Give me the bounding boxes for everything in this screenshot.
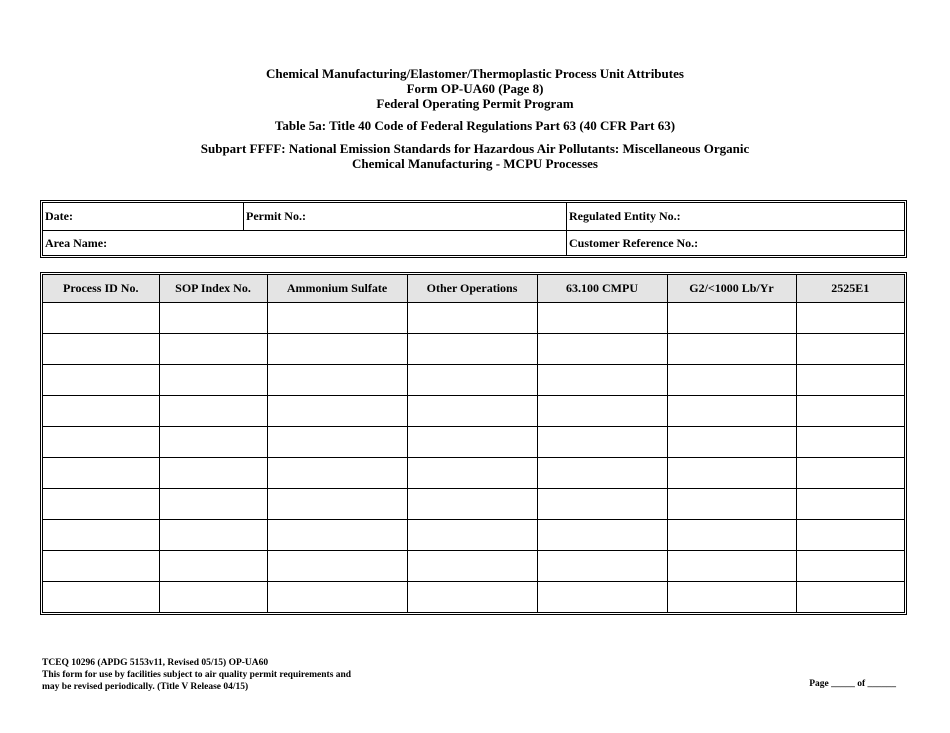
program-name: Federal Operating Permit Program xyxy=(376,96,574,111)
table-cell[interactable] xyxy=(667,458,796,489)
table-cell[interactable] xyxy=(43,582,159,613)
column-header: Process ID No. xyxy=(43,275,159,303)
table-title-block xyxy=(0,118,950,133)
table-cell[interactable] xyxy=(796,303,904,334)
table-cell[interactable] xyxy=(667,582,796,613)
table-row xyxy=(43,520,904,551)
table-cell[interactable] xyxy=(43,520,159,551)
form-number: Form OP-UA60 (Page 8) xyxy=(406,81,544,96)
table-cell[interactable] xyxy=(159,582,267,613)
column-header: 2525E1 xyxy=(796,275,904,303)
table-cell[interactable] xyxy=(407,334,537,365)
table-cell[interactable] xyxy=(796,427,904,458)
table-cell[interactable] xyxy=(159,303,267,334)
table-cell[interactable] xyxy=(43,303,159,334)
table-cell[interactable] xyxy=(267,365,407,396)
table-cell[interactable] xyxy=(667,334,796,365)
column-header: SOP Index No. xyxy=(159,275,267,303)
table-cell[interactable] xyxy=(537,334,667,365)
table-cell[interactable] xyxy=(796,489,904,520)
table-row xyxy=(43,334,904,365)
table-cell[interactable] xyxy=(159,396,267,427)
footer-notes xyxy=(42,657,351,693)
table-cell[interactable] xyxy=(537,427,667,458)
regulated-entity-field[interactable]: Regulated Entity No.: xyxy=(569,209,681,223)
subpart-line-1: Subpart FFFF: National Emission Standards for Hazardous Air Pollutants: Miscellaneous Organic xyxy=(200,141,750,156)
table-cell[interactable] xyxy=(43,551,159,582)
table-cell[interactable] xyxy=(407,365,537,396)
table-cell[interactable] xyxy=(159,520,267,551)
column-header: 63.100 CMPU xyxy=(537,275,667,303)
table-cell[interactable] xyxy=(267,520,407,551)
table-row xyxy=(43,303,904,334)
page-number: Page _____ of ______ xyxy=(809,679,896,689)
table-cell[interactable] xyxy=(537,396,667,427)
form-header xyxy=(0,66,950,111)
table-cell[interactable] xyxy=(267,427,407,458)
form-title: Chemical Manufacturing/Elastomer/Thermoplastic Process Unit Attributes xyxy=(266,66,684,81)
table-cell[interactable] xyxy=(537,458,667,489)
column-header: G2/<1000 Lb/Yr xyxy=(667,275,796,303)
table-cell[interactable] xyxy=(667,365,796,396)
customer-reference-field[interactable]: Customer Reference No.: xyxy=(569,236,699,250)
table-cell[interactable] xyxy=(537,365,667,396)
table-cell[interactable] xyxy=(159,458,267,489)
table-cell[interactable] xyxy=(43,489,159,520)
table-cell[interactable] xyxy=(43,396,159,427)
table-cell[interactable] xyxy=(407,427,537,458)
table-row xyxy=(43,489,904,520)
footer-revision-line: may be revised periodically. (Title V Release 04/15) xyxy=(42,682,249,692)
footer-form-id: TCEQ 10296 (APDG 5153v11, Revised 05/15) OP-UA60 xyxy=(42,658,269,668)
table-cell[interactable] xyxy=(407,396,537,427)
table-cell[interactable] xyxy=(267,396,407,427)
table-cell[interactable] xyxy=(267,334,407,365)
identification-box xyxy=(40,200,907,258)
table-cell[interactable] xyxy=(796,551,904,582)
area-name-field[interactable]: Area Name: xyxy=(45,236,108,250)
table-row xyxy=(43,396,904,427)
table-cell[interactable] xyxy=(43,458,159,489)
table-cell[interactable] xyxy=(159,365,267,396)
table-cell[interactable] xyxy=(43,334,159,365)
table-cell[interactable] xyxy=(43,427,159,458)
subpart-block xyxy=(0,141,950,171)
table-cell[interactable] xyxy=(796,396,904,427)
table-cell[interactable] xyxy=(267,458,407,489)
table-cell[interactable] xyxy=(537,520,667,551)
table-cell[interactable] xyxy=(796,365,904,396)
table-row xyxy=(43,365,904,396)
table-cell[interactable] xyxy=(537,582,667,613)
footer-usage-line: This form for use by facilities subject to air quality permit requirements and xyxy=(42,670,352,680)
table-cell[interactable] xyxy=(667,489,796,520)
table-cell[interactable] xyxy=(796,334,904,365)
table-row xyxy=(43,458,904,489)
table-row xyxy=(43,582,904,613)
attributes-table xyxy=(40,272,907,615)
table-cell[interactable] xyxy=(159,551,267,582)
table-cell[interactable] xyxy=(159,427,267,458)
subpart-line-2: Chemical Manufacturing - MCPU Processes xyxy=(352,156,598,171)
table-row xyxy=(43,551,904,582)
table-cell[interactable] xyxy=(407,303,537,334)
date-field[interactable]: Date: xyxy=(45,209,73,223)
table-header-row xyxy=(43,275,904,303)
column-header: Other Operations xyxy=(407,275,537,303)
table-cell[interactable] xyxy=(43,365,159,396)
table-row xyxy=(43,427,904,458)
table-cell[interactable] xyxy=(159,489,267,520)
table-cell[interactable] xyxy=(407,458,537,489)
table-cell[interactable] xyxy=(267,551,407,582)
table-title: Table 5a: Title 40 Code of Federal Regulations Part 63 (40 CFR Part 63) xyxy=(274,118,676,133)
table-cell[interactable] xyxy=(267,489,407,520)
table-cell[interactable] xyxy=(667,396,796,427)
table-cell[interactable] xyxy=(537,303,667,334)
table-cell[interactable] xyxy=(796,458,904,489)
table-cell[interactable] xyxy=(667,427,796,458)
table-cell[interactable] xyxy=(407,582,537,613)
table-cell[interactable] xyxy=(537,551,667,582)
table-cell[interactable] xyxy=(667,551,796,582)
table-cell[interactable] xyxy=(267,303,407,334)
table-cell[interactable] xyxy=(537,489,667,520)
table-cell[interactable] xyxy=(267,582,407,613)
table-cell[interactable] xyxy=(407,551,537,582)
table-cell[interactable] xyxy=(796,520,904,551)
table-cell[interactable] xyxy=(667,303,796,334)
table-cell[interactable] xyxy=(407,489,537,520)
column-header: Ammonium Sulfate xyxy=(267,275,407,303)
table-cell[interactable] xyxy=(796,582,904,613)
table-cell[interactable] xyxy=(159,334,267,365)
table-cell[interactable] xyxy=(667,520,796,551)
table-cell[interactable] xyxy=(407,520,537,551)
permit-number-field[interactable]: Permit No.: xyxy=(246,209,306,223)
